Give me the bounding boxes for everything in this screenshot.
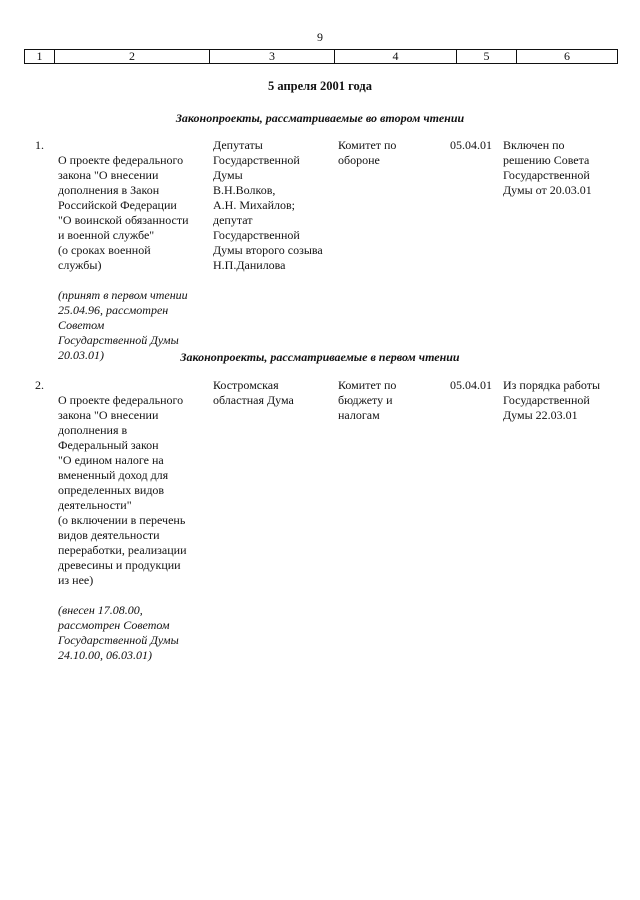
- section-heading-second-reading: Законопроекты, рассматриваемые во втором чтении: [175, 111, 465, 125]
- entry-committee: Комитет по бюджету и налогам: [338, 378, 397, 422]
- column-number-4: 4: [335, 50, 457, 64]
- entry-authors: Костромская областная Дума: [213, 378, 294, 407]
- entry-number: 2.: [35, 378, 44, 392]
- entry-date: 05.04.01: [450, 138, 492, 152]
- entry-date: 05.04.01: [450, 378, 492, 392]
- entry-title-note: (внесен 17.08.00, рассмотрен Советом Государственной Думы 24.10.00, 06.03.01): [58, 603, 179, 662]
- entry-title-block: [58, 378, 208, 678]
- entry-authors: Депутаты Государственной Думы В.Н.Волков, А.Н. Михайлов; депутат Государственной Думы второго созыва Н.П.Данилова: [213, 138, 323, 272]
- date-heading: 5 апреля 2001 года: [267, 79, 373, 93]
- entry-title-note: (принят в первом чтении 25.04.96, рассмотрен Советом Государственной Думы 20.03.01): [58, 288, 188, 362]
- column-number-5: 5: [457, 50, 517, 64]
- column-number-row: [24, 49, 618, 64]
- entry-note: Из порядка работы Государственной Думы 22.03.01: [503, 378, 601, 422]
- page-number: 9: [317, 30, 323, 44]
- section-heading-first-reading: Законопроекты, рассматриваемые в первом чтении: [180, 350, 460, 364]
- entry-number: 1.: [35, 138, 44, 152]
- entry-title: О проекте федерального закона "О внесении дополнения в Закон Российской Федерации "О воинской обязанности и военной службе" (о сроках военной службы): [58, 153, 189, 272]
- column-number-1: 1: [25, 50, 55, 64]
- column-number-2: 2: [55, 50, 210, 64]
- entry-committee: Комитет по обороне: [338, 138, 397, 167]
- entry-title: О проекте федерального закона "О внесении дополнения в Федеральный закон "О едином налоге на вмененный доход для определенных видов деятельности" (о включении в перечень видов деятельности переработки, реализации древесины и продукции из нее): [58, 393, 187, 587]
- entry-title-block: [58, 138, 208, 378]
- column-number-6: 6: [517, 50, 618, 64]
- entry-note: Включен по решению Совета Государственной Думы от 20.03.01: [503, 138, 592, 197]
- column-number-3: 3: [210, 50, 335, 64]
